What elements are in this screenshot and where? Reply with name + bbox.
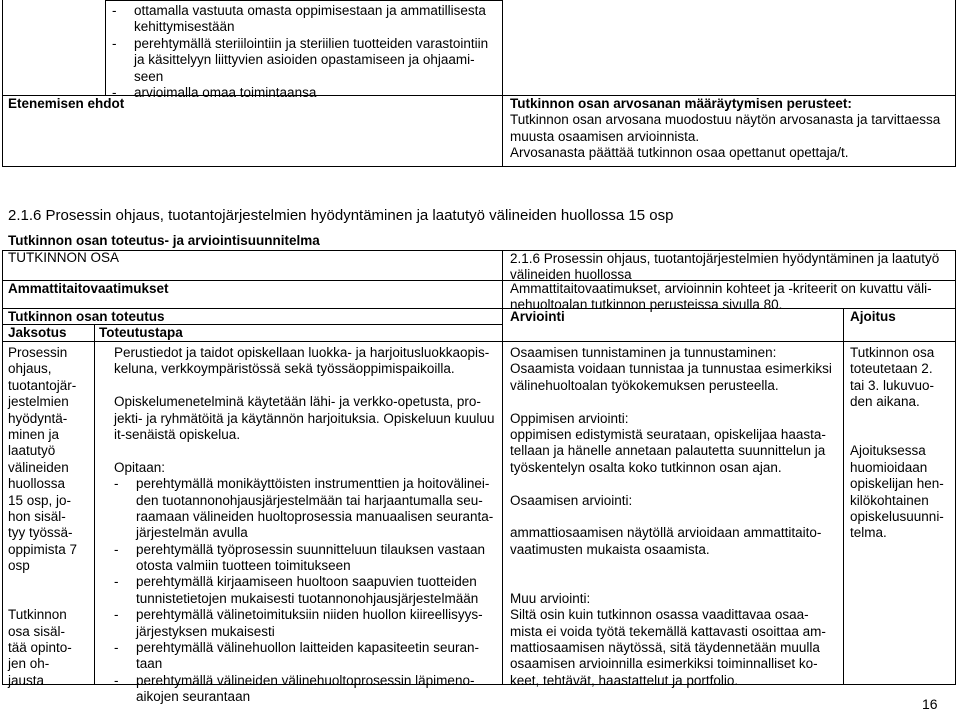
- method-line: - perehtymällä välinetoimituksiin niiden huollon kiireellisyys-: [114, 607, 483, 623]
- assessment-line: ammattiosaamisen näytöllä arvioidaan ammattitaito-: [510, 525, 822, 541]
- method-line: Opitaan:: [114, 459, 166, 475]
- assessment-line: [510, 394, 832, 410]
- assessment-line: Osaamisen tunnistaminen ja tunnustaminen:: [510, 345, 777, 360]
- schedule-line: opiskelijan hen-: [850, 476, 944, 492]
- assessment-line: [510, 574, 832, 590]
- bullet-line: - arvioimalla omaa toimintaansa: [112, 84, 317, 100]
- assessment-line: osaamisen arvioinnilla esimerkiksi toiminnalliset ko-: [510, 656, 818, 672]
- method-line: - perehtymällä välinehuollon laitteiden kapasiteetin seuran-: [114, 640, 479, 656]
- period-line: [8, 574, 77, 590]
- period-line: osa sisäl-: [8, 623, 66, 639]
- bullet-line: kehittymisestään: [134, 19, 235, 35]
- method-line: aikojen seurantaan: [136, 689, 251, 705]
- method-line: - perehtymällä monikäyttöisten instrumenttien ja hoitovälinei-: [114, 476, 490, 492]
- method-line: [114, 443, 494, 459]
- assessment-line: Oppimisen arviointi:: [510, 410, 629, 426]
- schedule-line: tai 3. lukuvuo-: [850, 377, 935, 393]
- method-line: tunnistetietojen mukaisesti tuotannonohjausjärjestelmään: [136, 590, 479, 606]
- method-line: it-senäistä opiskelua.: [114, 426, 241, 442]
- assessment-line: [510, 509, 832, 525]
- method-line: jekti- ja ryhmätöitä ja käytännön harjoituksia. Opiskeluun kuuluu: [114, 410, 495, 426]
- schedule-line: toteutetaan 2.: [850, 361, 933, 377]
- plan-title: Tutkinnon osan toteutus- ja arviointisuunnitelma: [8, 233, 320, 248]
- assessment-line: oppimisen edistymistä seurataan, opiskelijaa haasta-: [510, 426, 826, 442]
- period-line: jen oh-: [8, 656, 50, 672]
- grading-line: muusta osaamisen arvioinnista.: [510, 128, 700, 144]
- period-line: jausta: [8, 672, 45, 688]
- period-line: välineiden: [8, 459, 69, 475]
- period-line: jestelmien: [8, 394, 69, 410]
- schedule-line: [850, 411, 944, 427]
- top-bullet-list: [112, 3, 488, 101]
- unit-value: 2.1.6 Prosessin ohjaus, tuotantojärjestelmien hyödyntäminen ja laatutyö välineiden huollossa: [510, 251, 940, 283]
- grading-heading: Tutkinnon osan arvosanan määräytymisen perusteet:: [510, 96, 852, 111]
- period-line: [8, 591, 77, 607]
- period-line: Tutkinnon: [8, 607, 67, 623]
- grading-line: Tutkinnon osan arvosana muodostuu näytön arvosanasta ja tarvittaessa: [510, 112, 941, 128]
- implementation-label: Tutkinnon osan toteutus: [8, 309, 165, 324]
- schedule-line: opiskelusuunni-: [850, 508, 944, 524]
- schedule-line: Ajoituksessa: [850, 443, 926, 459]
- assessment-line: työskentelyn osalta koko tutkinnon osan ajan.: [510, 459, 782, 475]
- assessment-line: [510, 476, 832, 492]
- assessment-line: mista ei voida työtä tekemällä kattavasti osoittaa am-: [510, 623, 826, 639]
- period-line: tää opinto-: [8, 640, 72, 656]
- schedule-line: huomioidaan: [850, 459, 928, 475]
- requirements-label: Ammattitaitovaatimukset: [8, 281, 169, 296]
- period-line: hon sisäl-: [8, 508, 66, 524]
- assessment-line: vaatimusten mukaista osaamista.: [510, 541, 710, 557]
- method-line: järjestyksen mukaisesti: [136, 623, 275, 639]
- period-line: tyy työssä-: [8, 525, 73, 541]
- assessment-line: Muu arviointi:: [510, 590, 591, 606]
- method-header: Toteutustapa: [99, 325, 183, 340]
- method-line: keluna, verkkoympäristössä sekä työssäoppimispaikoilla.: [114, 361, 455, 377]
- period-line: 15 osp, jo-: [8, 492, 72, 508]
- assessment-line: Siltä osin kuin tutkinnon osassa vaadittavaa osaa-: [510, 607, 809, 623]
- period-line: Prosessin: [8, 345, 68, 360]
- bullet-line: - perehtymällä steriilointiin ja steriilien tuotteiden varastointiin: [112, 35, 489, 51]
- requirements-value: Ammattitaitovaatimukset, arvioinnin kohteet ja -kriteerit on kuvattu väli- nehuoltoalan tutkinnon perusteissa sivulla 80.: [510, 281, 932, 313]
- method-line: - perehtymällä välineiden välinehuoltoprosessin läpimeno-: [114, 672, 475, 688]
- assessment-line: mattiosaamisen näytössä, sitä täydennetään muulla: [510, 640, 820, 656]
- method-line: otosta valmiin tuotteen toimitukseen: [136, 558, 351, 574]
- period-line: laatutyö: [8, 443, 56, 459]
- method-line: den tuotannonohjausjärjestelmään tai harjaantumalla seu-: [136, 492, 483, 508]
- method-column: [114, 345, 494, 706]
- method-line: taan: [136, 656, 163, 672]
- schedule-line: [850, 427, 944, 443]
- unit-label: TUTKINNON OSA: [8, 250, 120, 265]
- period-header: Jaksotus: [8, 325, 67, 340]
- section-heading: 2.1.6 Prosessin ohjaus, tuotantojärjestelmien hyödyntäminen ja laatutyö välineiden huollossa 15 osp: [8, 207, 674, 224]
- method-line: [114, 378, 494, 394]
- schedule-line: kilökohtainen: [850, 492, 929, 508]
- page-number: 16: [922, 696, 938, 712]
- assessment-line: Osaamista voidaan tunnistaa ja tunnustaa esimerkiksi: [510, 361, 832, 377]
- assessment-header: Arviointi: [510, 309, 565, 324]
- schedule-line: Tutkinnon osa: [850, 345, 935, 360]
- assessment-line: [510, 558, 832, 574]
- bullet-line: seen: [134, 68, 164, 84]
- schedule-line: telma.: [850, 525, 887, 541]
- method-line: - perehtymällä työprosessin suunnitteluun tilauksen vastaan: [114, 541, 485, 557]
- period-line: hyödyntä-: [8, 410, 68, 426]
- period-line: ohjaus,: [8, 361, 52, 377]
- period-line: tuotantojär-: [8, 377, 77, 393]
- method-line: Perustiedot ja taidot opiskellaan luokka- ja harjoitusluokkaopis-: [114, 345, 490, 360]
- period-column: [8, 345, 77, 689]
- assessment-line: Osaamisen arviointi:: [510, 492, 633, 508]
- schedule-column: [850, 345, 944, 542]
- bullet-line: ja käsittelyyn liittyvien asioiden opastamiseen ja ohjaami-: [134, 52, 475, 68]
- period-line: minen ja: [8, 426, 60, 442]
- schedule-line: den aikana.: [850, 394, 920, 410]
- period-line: oppimista 7: [8, 541, 78, 557]
- bullet-line: - ottamalla vastuuta omasta oppimisestaan ja ammatillisesta: [112, 3, 486, 18]
- period-line: huollossa: [8, 476, 66, 492]
- assessment-line: keet, tehtävät, haastattelut ja portfolio.: [510, 672, 739, 688]
- grading-line: Arvosanasta päättää tutkinnon osaa opettanut opettaja/t.: [510, 145, 849, 161]
- period-line: osp: [8, 558, 30, 574]
- progress-label: Etenemisen ehdot: [8, 96, 125, 111]
- assessment-column: [510, 345, 832, 689]
- assessment-line: tellaan ja hänelle annetaan palautetta suunnittelun ja: [510, 443, 826, 459]
- grading-criteria: [510, 96, 940, 162]
- method-line: raamaan välineiden huoltoprosessia manuaalisen seuranta-: [136, 508, 494, 524]
- schedule-header: Ajoitus: [850, 309, 896, 324]
- assessment-line: välinehuoltoalan työkokemuksen perusteella.: [510, 377, 779, 393]
- method-line: - perehtymällä kirjaamiseen huoltoon saapuvien tuotteiden: [114, 574, 477, 590]
- method-line: järjestelmän avulla: [136, 525, 248, 541]
- method-line: Opiskelumenetelminä käytetään lähi- ja verkko-opetusta, pro-: [114, 394, 481, 410]
